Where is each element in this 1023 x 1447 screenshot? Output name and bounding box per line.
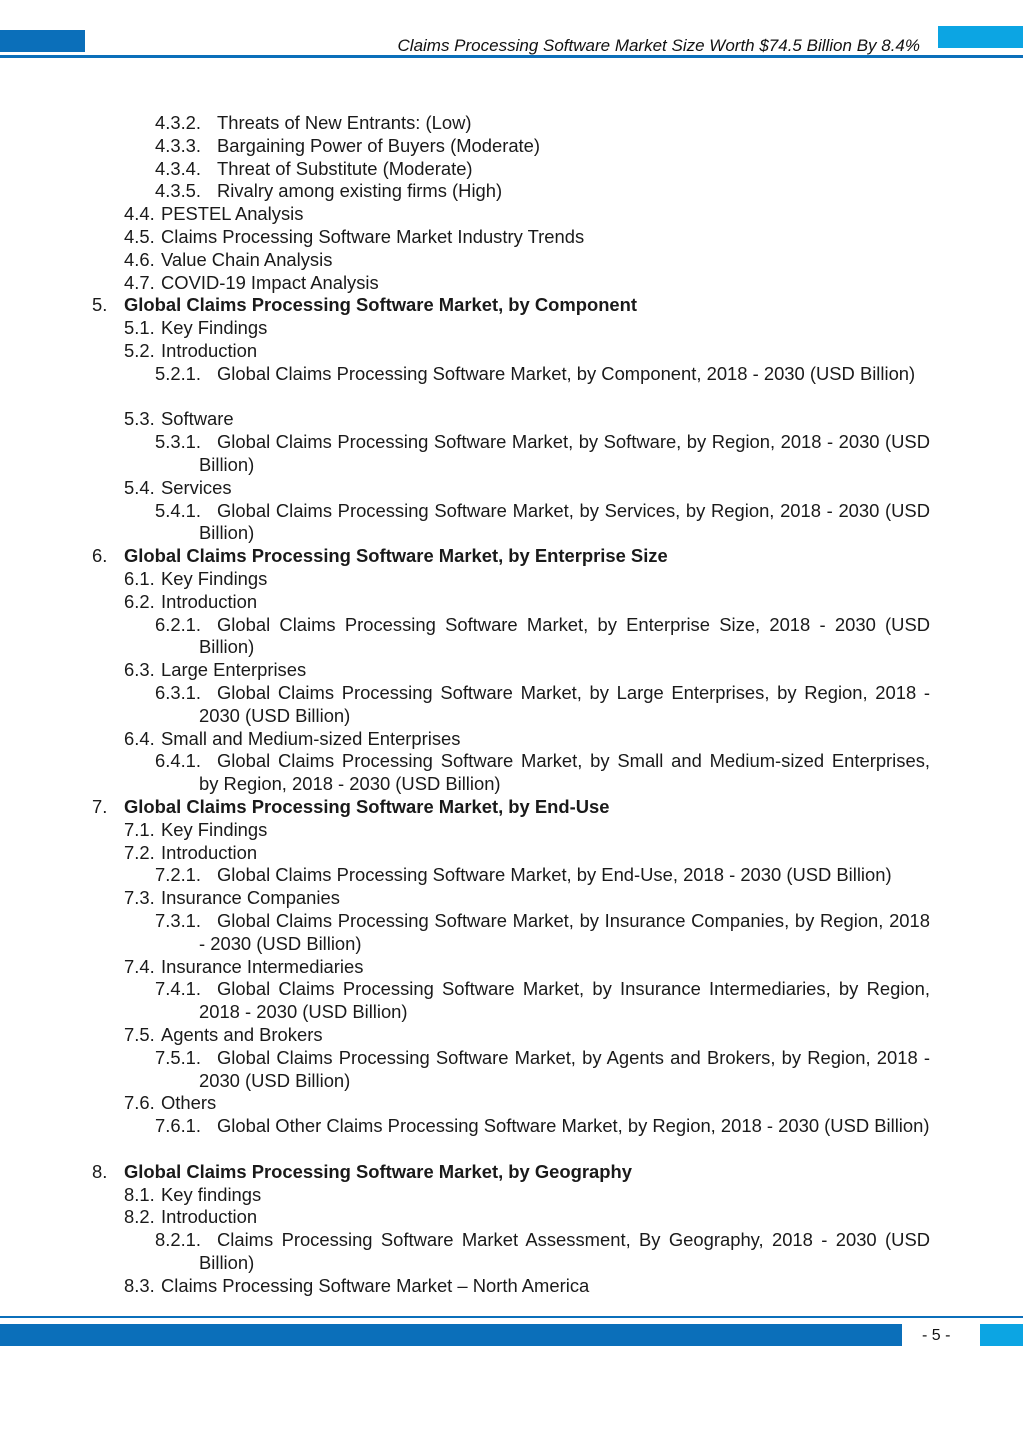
toc-entry-title-line-1: Global Claims Processing Software Market, by Large Enterprises, by Region, 2018: [217, 682, 917, 703]
toc-entry-title: Key Findings: [161, 818, 268, 840]
toc-entry-level-2: [124, 887, 340, 910]
toc-entry-title: Introduction: [161, 590, 258, 612]
toc-entry-number: 7.4.: [124, 955, 155, 977]
toc-entry-number: 7.6.1.: [155, 1115, 202, 1137]
toc-entry-title: [155, 1229, 930, 1275]
toc-entry-title: Insurance Companies: [161, 887, 340, 909]
toc-entry-title: Software: [161, 408, 234, 430]
toc-entry-level-3: [155, 910, 930, 956]
toc-entry-level-2: [124, 568, 267, 591]
toc-entry-number: 6.3.: [124, 659, 155, 681]
toc-entry-title-line-2: Billion): [874, 1115, 930, 1137]
toc-entry-title: Global Claims Processing Software Market, by Enterprise Size: [124, 545, 668, 567]
toc-entry-level-2: [124, 340, 257, 363]
header-accent-right: [938, 26, 1023, 48]
toc-entry-title: Global Claims Processing Software Market, by End-Use, 2018 - 2030 (USD Billion): [217, 864, 892, 886]
toc-entry-number: 6.: [92, 545, 108, 567]
toc-entry-title-line-2: Billion): [859, 362, 916, 384]
toc-entry-level-2: [124, 226, 584, 249]
toc-entry-number: 7.5.: [124, 1024, 155, 1045]
toc-entry-title-line-1: Global Claims Processing Software Market, by Small and Medium-sized: [217, 750, 825, 772]
toc-entry-number: 8.: [92, 1160, 108, 1182]
toc-entry-level-3: [155, 682, 930, 728]
toc-entry-title: Introduction: [161, 340, 258, 361]
toc-entry-title: Claims Processing Software Market Industry Trends: [161, 226, 585, 247]
toc-entry-number: 4.5.: [124, 226, 155, 247]
toc-entry-title-line-2: Region, 2018 - 2030 (USD Billion): [199, 978, 930, 1023]
toc-entry-level-2: [124, 272, 379, 295]
toc-entry-level-3: [155, 750, 930, 796]
toc-entry-number: 4.6.: [124, 248, 155, 270]
toc-entry-title-line-2: (USD Billion): [199, 499, 930, 544]
toc-entry-number: 7.3.: [124, 887, 155, 909]
toc-entry-title: Introduction: [161, 1206, 258, 1228]
toc-entry-level-2: [124, 819, 267, 842]
toc-entry-title: Global Claims Processing Software Market, by Component: [124, 294, 638, 316]
toc-entry-title: [155, 1047, 930, 1093]
toc-entry-level-3: [155, 1115, 930, 1138]
toc-entry-number: 8.2.1.: [155, 1229, 202, 1251]
toc-entry-title: Agents and Brokers: [161, 1024, 323, 1045]
toc-entry-title: [155, 750, 930, 796]
toc-entry-level-3: [155, 614, 930, 660]
toc-entry-level-3: [155, 431, 930, 477]
toc-entry-title: Threat of Substitute (Moderate): [217, 157, 473, 179]
toc-entry-number: 6.3.1.: [155, 682, 202, 703]
toc-entry-level-3: [155, 864, 930, 887]
toc-entry-number: 6.2.1.: [155, 613, 202, 635]
toc-entry-number: 8.1.: [124, 1183, 155, 1205]
toc-entry-title-line-1: Claims Processing Software Market Assessment, By Geography, 2018 - 2030: [217, 1229, 877, 1251]
toc-entry-level-3: [155, 978, 930, 1024]
header-rule: [0, 55, 1023, 58]
toc-entry-title: [155, 978, 930, 1024]
toc-entry-title: Insurance Intermediaries: [161, 955, 364, 977]
toc-entry-level-3: [155, 1047, 930, 1093]
toc-entry-level-2: [124, 1206, 257, 1229]
toc-entry-title: Bargaining Power of Buyers (Moderate): [217, 134, 541, 156]
toc-entry-level-2: [124, 842, 257, 865]
toc-entry-number: 5.4.1.: [155, 499, 202, 521]
toc-entry-title: [155, 363, 930, 386]
toc-entry-number: 7.5.1.: [155, 1046, 202, 1068]
toc-entry-level-3: [155, 180, 930, 203]
toc-entry-title-line-2: Enterprises, by Region, 2018 - 2030 (USD Billion): [199, 750, 930, 795]
toc-entry-title-line-2: 2018 - 2030 (USD Billion): [199, 910, 930, 954]
toc-entry-title: [155, 1115, 930, 1138]
toc-entry-title: PESTEL Analysis: [161, 203, 304, 225]
toc-entry-title: Services: [161, 476, 232, 498]
page-number: - 5 -: [922, 1327, 951, 1344]
toc-entry-title-line-2: - 2030 (USD Billion): [199, 682, 930, 726]
toc-entry-title-line-1: Global Claims Processing Software Market, by Insurance Intermediaries, by: [217, 978, 859, 1000]
toc-entry-level-1: [92, 545, 668, 568]
document-running-title: Claims Processing Software Market Size Worth $74.5 Billion By 8.4%: [397, 36, 920, 55]
toc-entry-level-2: [124, 1275, 589, 1298]
toc-entry-title-line-2: Billion): [199, 636, 255, 658]
toc-entry-title-line-1: Global Claims Processing Software Market, by Enterprise Size, 2018 - 2030 (USD: [217, 613, 930, 635]
toc-entry-number: 7.: [92, 796, 108, 817]
toc-entry-title-line-1: Global Claims Processing Software Market, by Software, by Region, 2018 - 2030: [217, 431, 880, 453]
toc-entry-title-line-2: (USD Billion): [199, 431, 930, 475]
toc-entry-title: Others: [161, 1092, 217, 1114]
toc-entry-number: 5.4.: [124, 476, 155, 498]
toc-entry-number: 4.7.: [124, 271, 155, 293]
toc-entry-level-3: [155, 500, 930, 546]
toc-entry-number: 7.6.: [124, 1092, 155, 1114]
toc-entry-title: [155, 682, 930, 728]
toc-entry-level-3: [155, 363, 930, 386]
toc-entry-number: 7.4.1.: [155, 978, 202, 1000]
toc-entry-title-line-1: Global Claims Processing Software Market, by Insurance Companies, by Region,: [217, 910, 884, 931]
toc-entry-level-3: [155, 158, 930, 181]
toc-entry-level-2: [124, 956, 363, 979]
toc-entry-number: 5.1.: [124, 317, 155, 339]
toc-entry-level-3: [155, 1229, 930, 1275]
toc-entry-title: Claims Processing Software Market – North America: [161, 1274, 590, 1296]
toc-entry-level-2: [124, 1184, 261, 1207]
toc-entry-title: Large Enterprises: [161, 659, 307, 681]
toc-entry-title: Global Claims Processing Software Market, by Geography: [124, 1160, 632, 1182]
toc-entry-level-3: [155, 135, 930, 158]
toc-entry-number: 4.3.5.: [155, 180, 202, 202]
toc-entry-number: 7.3.1.: [155, 910, 202, 931]
toc-entry-level-1: [92, 796, 609, 819]
toc-entry-title-line-1: Global Claims Processing Software Market, by Agents and Brokers, by Region,: [217, 1046, 871, 1068]
toc-entry-number: 8.3.: [124, 1274, 155, 1296]
toc-entry-level-2: [124, 591, 257, 614]
toc-entry-number: 4.3.4.: [155, 157, 202, 179]
toc-entry-level-2: [124, 1092, 216, 1115]
toc-entry-number: 6.1.: [124, 568, 155, 589]
toc-entry-number: 7.2.1.: [155, 864, 202, 886]
toc-entry-level-2: [124, 1024, 323, 1047]
toc-entry-title: Rivalry among existing firms (High): [217, 180, 503, 202]
toc-entry-level-2: [124, 203, 303, 226]
toc-entry-number: 5.3.: [124, 408, 155, 430]
toc-entry-level-2: [124, 659, 306, 682]
toc-entry-number: 6.4.: [124, 727, 155, 749]
toc-entry-title: Key Findings: [161, 568, 268, 589]
toc-entry-title: Global Claims Processing Software Market, by End-Use: [124, 796, 610, 817]
toc-entry-number: 5.2.1.: [155, 362, 202, 384]
toc-entry-title-line-1: Global Claims Processing Software Market, by Component, 2018 - 2030 (USD: [217, 362, 855, 384]
toc-entry-level-2: [124, 249, 332, 272]
toc-entry-title: Introduction: [161, 841, 258, 863]
toc-entry-number: 5.3.1.: [155, 431, 202, 453]
toc-entry-level-2: [124, 477, 232, 500]
toc-entry-title: [155, 500, 930, 546]
toc-entry-number: 8.2.: [124, 1206, 155, 1228]
toc-entry-title-line-1: Global Other Claims Processing Software Market, by Region, 2018 - 2030 (USD: [217, 1115, 870, 1137]
toc-entry-number: 6.4.1.: [155, 750, 202, 772]
toc-entry-title: [155, 614, 930, 660]
toc-entry-number: 7.1.: [124, 818, 155, 840]
footer-rule: [0, 1316, 1023, 1318]
toc-entry-title-line-2: (USD Billion): [199, 1229, 930, 1273]
toc-entry-level-3: [155, 112, 930, 135]
toc-entry-title-line-2: 2018 - 2030 (USD Billion): [199, 1046, 930, 1091]
toc-entry-title: Threats of New Entrants: (Low): [217, 112, 472, 133]
toc-entry-number: 4.4.: [124, 203, 155, 225]
toc-entry-title: Key findings: [161, 1183, 262, 1205]
toc-entry-number: 6.2.: [124, 590, 155, 612]
footer-accent-right: [980, 1324, 1023, 1346]
toc-entry-level-2: [124, 408, 234, 431]
toc-entry-title-line-1: Global Claims Processing Software Market, by Services, by Region, 2018 - 2030: [217, 499, 880, 521]
toc-entry-number: 4.3.2.: [155, 112, 202, 133]
header-accent-left: [0, 30, 85, 52]
toc-entry-title: Key Findings: [161, 317, 268, 339]
toc-entry-number: 7.2.: [124, 841, 155, 863]
toc-entry-number: 4.3.3.: [155, 134, 202, 156]
toc-entry-number: 5.: [92, 294, 108, 316]
toc-entry-title: [155, 431, 930, 477]
toc-entry-level-2: [124, 317, 267, 340]
toc-entry-level-1: [92, 294, 637, 317]
toc-entry-level-2: [124, 728, 460, 751]
toc-entry-number: 5.2.: [124, 340, 155, 361]
toc-entry-title: Value Chain Analysis: [161, 248, 333, 270]
toc-entry-title: COVID-19 Impact Analysis: [161, 271, 379, 293]
toc-entry-title: [155, 910, 930, 956]
footer-bar: [0, 1324, 902, 1346]
toc-entry-level-1: [92, 1161, 632, 1184]
toc-entry-title: Small and Medium-sized Enterprises: [161, 727, 461, 749]
